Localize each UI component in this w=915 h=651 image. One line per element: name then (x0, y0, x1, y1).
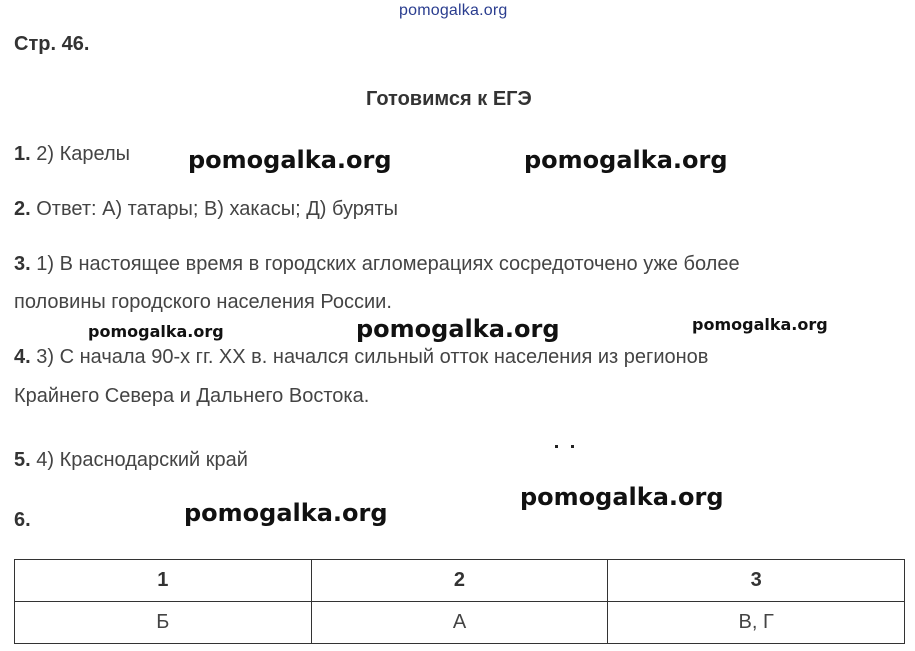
item-text: 4) Краснодарский край (36, 449, 248, 471)
answer-item-3 (14, 252, 740, 276)
section-title: Готовимся к ЕГЭ (366, 88, 532, 110)
item-number: 3. (14, 253, 31, 275)
table-header-cell: 3 (608, 560, 905, 602)
table-cell: Б (15, 602, 312, 644)
top-watermark: pomogalka.org (399, 2, 508, 19)
table-cell: А (311, 602, 608, 644)
page-reference: Стр. 46. (14, 33, 90, 55)
item-number: 5. (14, 449, 31, 471)
answer-item-2 (14, 197, 398, 221)
stray-dot (555, 445, 558, 448)
table-header-cell: 1 (15, 560, 312, 602)
watermark-text: pomogalka.org (188, 146, 392, 174)
item-3-continuation: половины городского населения России. (14, 291, 392, 313)
item-text: Ответ: А) татары; В) хакасы; Д) буряты (36, 198, 399, 220)
watermark-text: pomogalka.org (524, 146, 728, 174)
table-row (15, 602, 905, 644)
watermark-text: pomogalka.org (520, 483, 724, 511)
item-number: 4. (14, 346, 31, 368)
answer-item-1 (14, 142, 130, 166)
answer-item-6 (14, 508, 31, 532)
item-number: 6. (14, 509, 31, 531)
item-number: 1. (14, 143, 31, 165)
answer-table (14, 559, 905, 644)
watermark-text: pomogalka.org (356, 315, 560, 343)
table-cell: В, Г (608, 602, 905, 644)
item-text: 3) С начала 90-х гг. XX в. начался сильный отток населения из регионов (36, 346, 709, 368)
watermark-text: pomogalka.org (692, 315, 828, 334)
item-text: 1) В настоящее время в городских агломерациях сосредоточено уже более (36, 253, 740, 275)
answer-item-4 (14, 345, 708, 369)
item-text: 2) Карелы (36, 143, 130, 165)
stray-dot (571, 445, 574, 448)
table-header-row (15, 560, 905, 602)
watermark-text: pomogalka.org (184, 499, 388, 527)
item-4-continuation: Крайнего Севера и Дальнего Востока. (14, 385, 370, 407)
item-number: 2. (14, 198, 31, 220)
watermark-text: pomogalka.org (88, 322, 224, 341)
answer-item-5 (14, 448, 248, 472)
table-header-cell: 2 (311, 560, 608, 602)
